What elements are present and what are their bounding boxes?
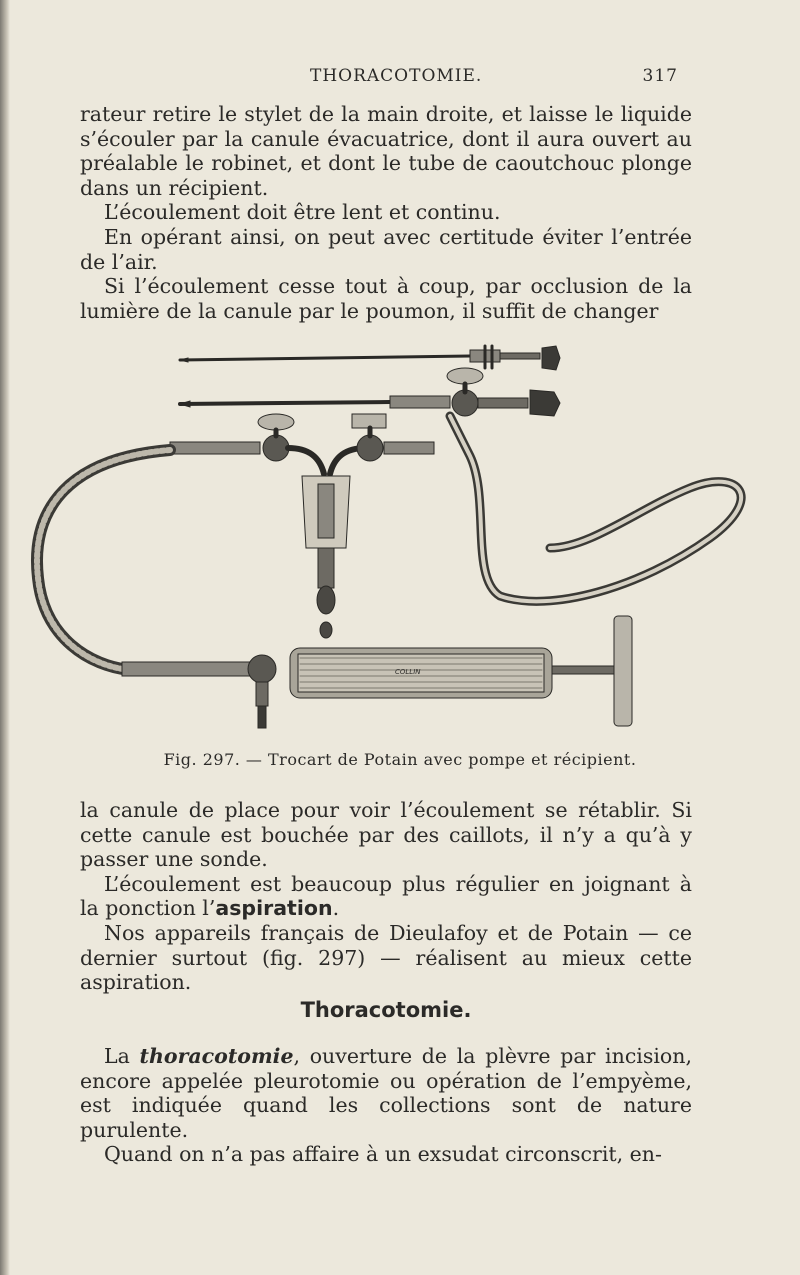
page-number: 317 [642,66,678,86]
bold-term: aspiration [215,896,333,921]
maker-mark: COLLIN [395,668,421,676]
paragraph-text: . [332,896,340,921]
paragraph: rateur retire le stylet de la main droite, et laisse le liquide s’écouler par la canule évacuatrice, dont il aura ouvert au préalable le robinet, et dont le tube de caoutchouc plonge dans un récipient. [80,102,692,200]
paragraph-text: La [104,1044,140,1068]
paragraph-text: , ouverture de la plèvre par incision, encore appelée pleurotomie ou opération de l’empyème, est indiquée quand les collections sont de nature purulente. [80,1044,692,1142]
page-binding-edge [0,0,10,1275]
running-head [80,62,690,88]
potain-trocar-illustration [30,338,750,738]
paragraph: En opérant ainsi, on peut avec certitude éviter l’entrée de l’air. [80,224,692,274]
paragraph: Nos appareils français de Dieulafoy et de Potain — ce dernier surtout (fig. 297) — réalisent au mieux cette aspiration. [80,920,692,995]
paragraph: L’écoulement doit être lent et continu. [104,200,501,225]
paragraph [80,1044,692,1142]
defined-term: thoracotomie [139,1044,294,1068]
paragraph: Si l’écoulement cesse tout à coup, par occlusion de la lumière de la canule par le poumon, il suffit de changer [80,274,692,323]
paragraph: Quand on n’a pas affaire à un exsudat circonscrit, en- [104,1142,662,1167]
paragraph [80,872,692,921]
text-block-middle [80,798,692,995]
paragraph: la canule de place pour voir l’écoulement se rétablir. Si cette canule est bouchée par des caillots, il n’y a qu’à y passer une sonde. [80,798,692,872]
running-head-title: THORACOTOMIE. [310,66,483,86]
section-heading: Thoracotomie. [300,998,472,1022]
text-block-bottom [80,1044,692,1167]
figure-caption: Fig. 297. — Trocart de Potain avec pompe et récipient. [163,750,637,769]
text-block-top [80,102,692,323]
paragraph-text: L’écoulement est beaucoup plus régulier en joignant à la ponction l’ [80,871,692,921]
